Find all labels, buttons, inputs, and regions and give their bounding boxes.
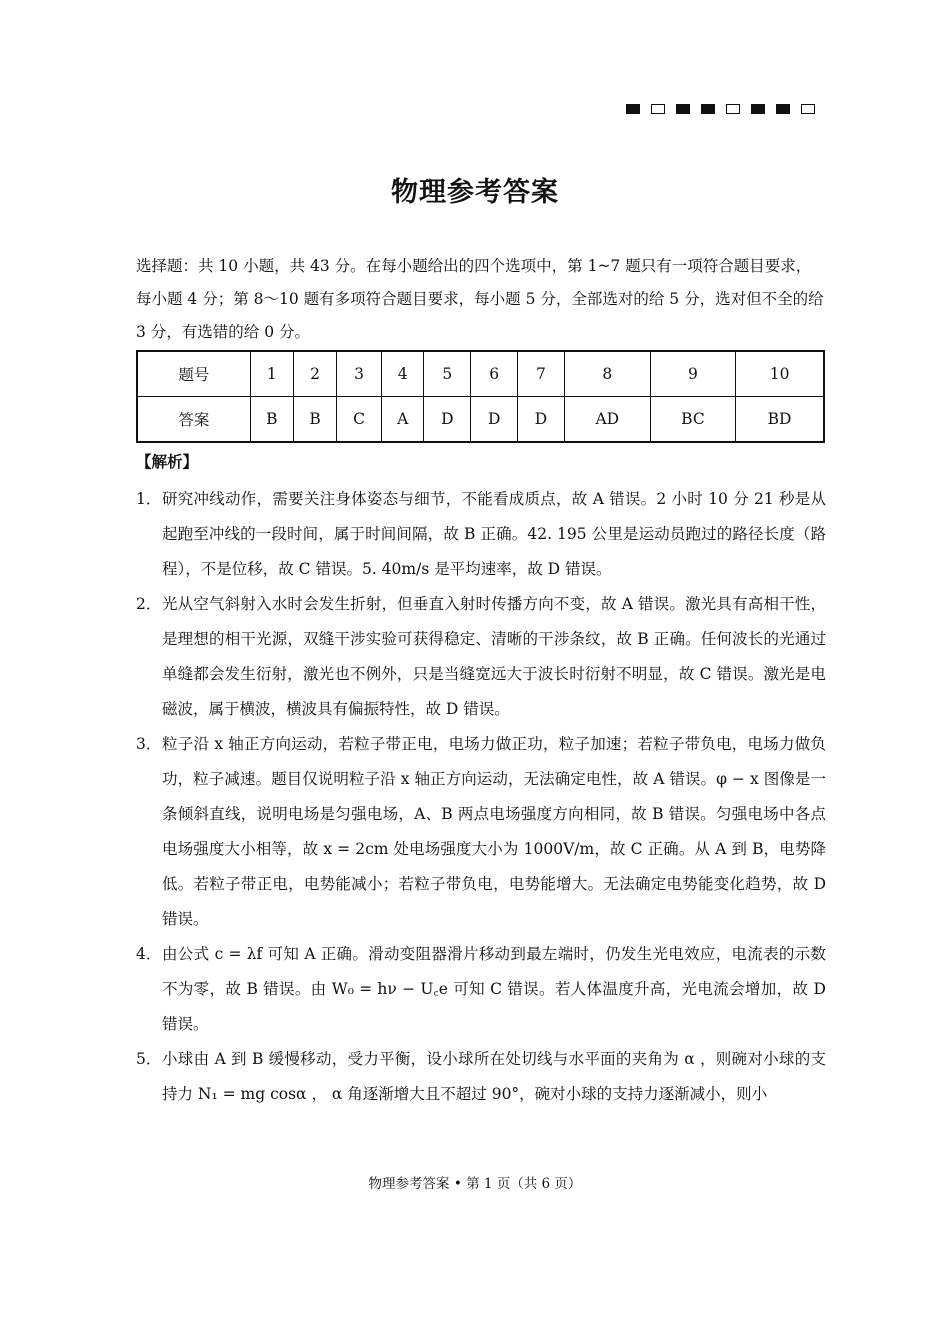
- answer-table: [136, 350, 825, 443]
- question-number: 10: [736, 351, 824, 397]
- question-number: 9: [650, 351, 736, 397]
- mark-square: [801, 104, 815, 114]
- answer-cell: C: [337, 397, 382, 443]
- question-number: 4: [381, 351, 424, 397]
- item-number: 3．: [136, 735, 162, 753]
- answer-cell: AD: [564, 397, 650, 443]
- page-title: 物理参考答案: [391, 177, 559, 208]
- item-number: 5．: [136, 1050, 162, 1068]
- answer-label: 答案: [137, 397, 250, 443]
- question-number: 7: [518, 351, 565, 397]
- intro-text: 选择题：共 10 小题，共 43 分。在每小题给出的四个选项中，第 1~7 题只有一项符合题目要求，每小题 4 分；第 8～10 题有多项符合题目要求，每小题 5 分，全部选对的给 5 分，选对但不全的给 3 分，有选错的给 0 分。: [136, 257, 824, 341]
- mark-square: [676, 104, 690, 114]
- answer-cell: B: [250, 397, 293, 443]
- list-item: [136, 937, 826, 1042]
- header-label: 题号: [137, 351, 250, 397]
- item-number: 4．: [136, 945, 162, 963]
- item-text: 光从空气斜射入水时会发生折射，但垂直入射时传播方向不变，故 A 错误。激光具有高相干性，是理想的相干光源，双缝干涉实验可获得稳定、清晰的干涉条纹，故 B 正确。任何波长的光通过单缝都会发生衍射，激光也不例外，只是当缝宽远大于波长时衍射不明显，故 C 错误。激光是电磁波，属于横波，横波具有偏振特性，故 D 错误。: [162, 595, 826, 718]
- item-text: 研究冲线动作，需要关注身体姿态与细节，不能看成质点，故 A 错误。2 小时 10 分 21 秒是从起跑至冲线的一段时间，属于时间间隔，故 B 正确。42. 195 公里是运动员跑过的路径长度（路程），不是位移，故 C 错误。5. 40m/s 是平均速率，故 D 错误。: [162, 490, 826, 578]
- list-item: [136, 482, 826, 587]
- question-number: 2: [293, 351, 336, 397]
- analysis-list: [136, 482, 826, 1112]
- question-number: 5: [424, 351, 471, 397]
- item-text: 由公式 c = λf 可知 A 正确。滑动变阻器滑片移动到最左端时，仍发生光电效应，电流表的示数不为零，故 B 错误。由 W₀ = hν − U꜀e 可知 C 错误。若人体温度升高，光电流会增加，故 D 错误。: [162, 945, 826, 1033]
- item-number: 1．: [136, 490, 162, 508]
- page-footer: 物理参考答案 • 第 1 页（共 6 页）: [368, 1176, 582, 1192]
- table-row: [137, 351, 824, 397]
- question-number: 8: [564, 351, 650, 397]
- mark-square: [726, 104, 740, 114]
- answer-cell: D: [518, 397, 565, 443]
- mark-square: [776, 104, 790, 114]
- question-number: 1: [250, 351, 293, 397]
- question-number: 6: [471, 351, 518, 397]
- list-item: [136, 587, 826, 727]
- answer-cell: A: [381, 397, 424, 443]
- mark-square: [751, 104, 765, 114]
- item-text: 小球由 A 到 B 缓慢移动，受力平衡，设小球所在处切线与水平面的夹角为 α ，则碗对小球的支持力 N₁ = mg cosα ， α 角逐渐增大且不超过 90°，碗对小球的支持力逐渐减小，则小: [162, 1050, 826, 1103]
- list-item: [136, 1042, 826, 1112]
- answer-cell: D: [424, 397, 471, 443]
- answer-cell: B: [293, 397, 336, 443]
- mark-square: [626, 104, 640, 114]
- answer-cell: BD: [736, 397, 824, 443]
- mark-square: [701, 104, 715, 114]
- table-row: [137, 397, 824, 443]
- answer-cell: BC: [650, 397, 736, 443]
- item-number: 2．: [136, 595, 162, 613]
- list-item: [136, 727, 826, 937]
- mark-square: [651, 104, 665, 114]
- answer-cell: D: [471, 397, 518, 443]
- item-text: 粒子沿 x 轴正方向运动，若粒子带正电，电场力做正功，粒子加速；若粒子带负电，电场力做负功，粒子减速。题目仅说明粒子沿 x 轴正方向运动，无法确定电性，故 A 错误。φ − x 图像是一条倾斜直线，说明电场是匀强电场，A、B 两点电场强度方向相同，故 B 错误。匀强电场中各点电场强度大小相等，故 x = 2cm 处电场强度大小为 1000V/m，故 C 正确。从 A 到 B，电势降低。若粒子带正电，电势能减小；若粒子带负电，电势能增大。无法确定电势能变化趋势，故 D 错误。: [162, 735, 826, 928]
- question-number: 3: [337, 351, 382, 397]
- header-marks: [626, 104, 815, 114]
- analysis-heading: 【解析】: [136, 452, 199, 471]
